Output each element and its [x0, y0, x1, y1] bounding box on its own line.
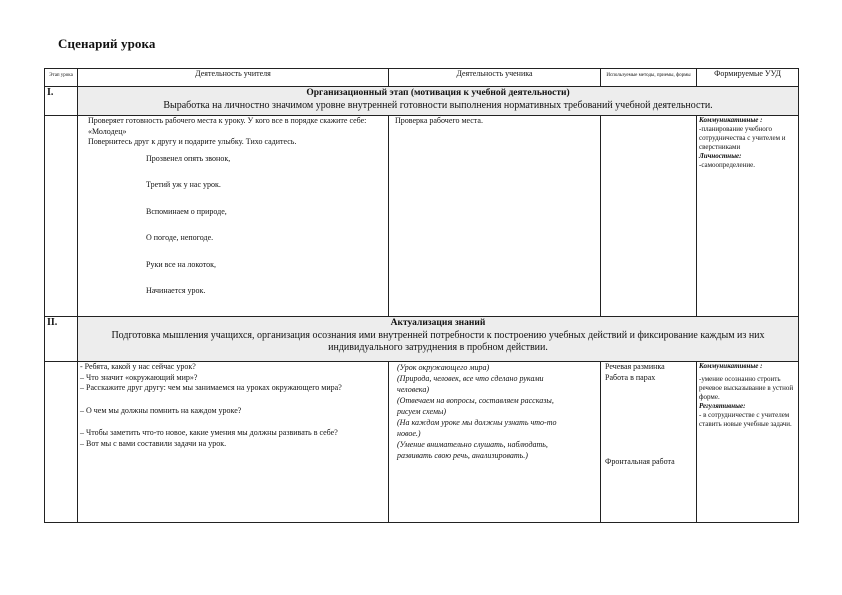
- stage1-heading: [78, 87, 799, 116]
- stage1-number: I.: [45, 87, 78, 116]
- uud-text: -умение осознанно строить речевое высказывание в устной форме.: [699, 375, 794, 401]
- stage2-content-row: [45, 362, 799, 523]
- header-uud: Формируемые УУД: [697, 69, 799, 87]
- student-answer: (Отвечаем на вопросы, составляем рассказы, рисуем схемы): [397, 396, 554, 416]
- stage2-empty-cell: [45, 362, 78, 523]
- stage1-uud-cell: [697, 116, 799, 317]
- stage2-teacher-cell: [78, 362, 389, 523]
- student-answer: (Урок окружающего мира): [397, 363, 490, 372]
- student-answer: (Природа, человек, все что сделано руками человека): [397, 374, 544, 394]
- stage2-heading-row: [45, 317, 799, 362]
- teacher-question: - Ребята, какой у нас сейчас урок?: [80, 362, 196, 371]
- teacher-question: – О чем мы должны помнить на каждом уроке?: [80, 405, 242, 415]
- uud-text: -планирование учебного сотрудничества с учителем и сверстниками: [699, 125, 786, 151]
- uud-text: -самоопределение.: [699, 161, 755, 169]
- uud-heading: Коммуникативные :: [699, 362, 763, 370]
- stage1-empty-cell: [45, 116, 78, 317]
- header-teacher: Деятельность учителя: [78, 69, 389, 87]
- stage1-description: Выработка на личностно значимом уровне внутренней готовности выполнения нормативных требований учебной деятельности.: [163, 99, 713, 111]
- method-item: Работа в парах: [605, 372, 656, 382]
- method-item: Речевая разминка: [605, 362, 665, 371]
- teacher-question: – Чтобы заметить что-то новое, какие умения мы должны развивать в себе?: [80, 428, 338, 437]
- uud-heading: Регулятивные:: [699, 402, 746, 410]
- stage1-title: Организационный этап (мотивация к учебной деятельности): [306, 88, 570, 98]
- stage1-teacher-intro2: Повернитесь друг к другу и подарите улыбку. Тихо садитесь.: [88, 137, 297, 146]
- poem-line: Вспоминаем о природе,: [146, 206, 227, 216]
- student-answer: (Умение внимательно слушать, наблюдать, развивать свою речь, анализировать.): [397, 440, 548, 460]
- teacher-question: – Вот мы с вами составили задачи на урок.: [80, 438, 227, 448]
- student-answer: (На каждом уроке мы должны узнать что-то новое.): [397, 418, 557, 438]
- stage2-student-cell: [389, 362, 601, 523]
- stage1-teacher-cell: [78, 116, 389, 317]
- teacher-question: – Что значит «окружающий мир»?: [80, 372, 198, 382]
- stage2-description: Подготовка мышления учащихся, организация осознания ими внутренней потребности к построению учебных действий и фиксирование каждым из них индивидуального затруднения в пробном действии.: [111, 329, 765, 353]
- stage1-methods-cell: [601, 116, 697, 317]
- poem-line: О погоде, непогоде.: [146, 233, 214, 242]
- page-title: Сценарий урока: [58, 36, 156, 51]
- stage2-methods-cell: [601, 362, 697, 523]
- stage1-heading-row: [45, 87, 799, 116]
- stage2-heading: [78, 317, 799, 362]
- stage2-number: II.: [45, 317, 78, 362]
- poem-line: Руки все на локоток,: [146, 259, 217, 269]
- header-stage: Этап урока: [45, 69, 78, 87]
- stage2-uud-cell: [697, 362, 799, 523]
- stage1-teacher-intro1: Проверяет готовность рабочего места к уроку. У кого все в порядке скажите себе: «Молодец»: [88, 116, 367, 136]
- table-header-row: [45, 69, 799, 87]
- poem-line: Начинается урок.: [146, 286, 206, 295]
- teacher-question: – Расскажите друг другу: чем мы занимаемся на уроках окружающего мира?: [80, 383, 342, 392]
- stage2-title: Актуализация знаний: [390, 318, 486, 328]
- header-student: Деятельность ученика: [389, 69, 601, 87]
- stage1-content-row: [45, 116, 799, 317]
- method-item: Фронтальная работа: [605, 457, 675, 466]
- uud-heading: Личностные:: [699, 152, 742, 160]
- stage1-student-cell: Проверка рабочего места.: [389, 116, 601, 317]
- header-methods: Используемые методы, приемы, формы: [601, 69, 697, 87]
- uud-heading: Коммуникативные :: [699, 116, 763, 124]
- lesson-table: [44, 68, 799, 523]
- poem-line: Прозвенел опять звонок,: [146, 153, 231, 163]
- poem-line: Третий уж у нас урок.: [146, 180, 221, 189]
- uud-text: - в сотрудничестве с учителем ставить новые учебные задачи.: [699, 411, 792, 428]
